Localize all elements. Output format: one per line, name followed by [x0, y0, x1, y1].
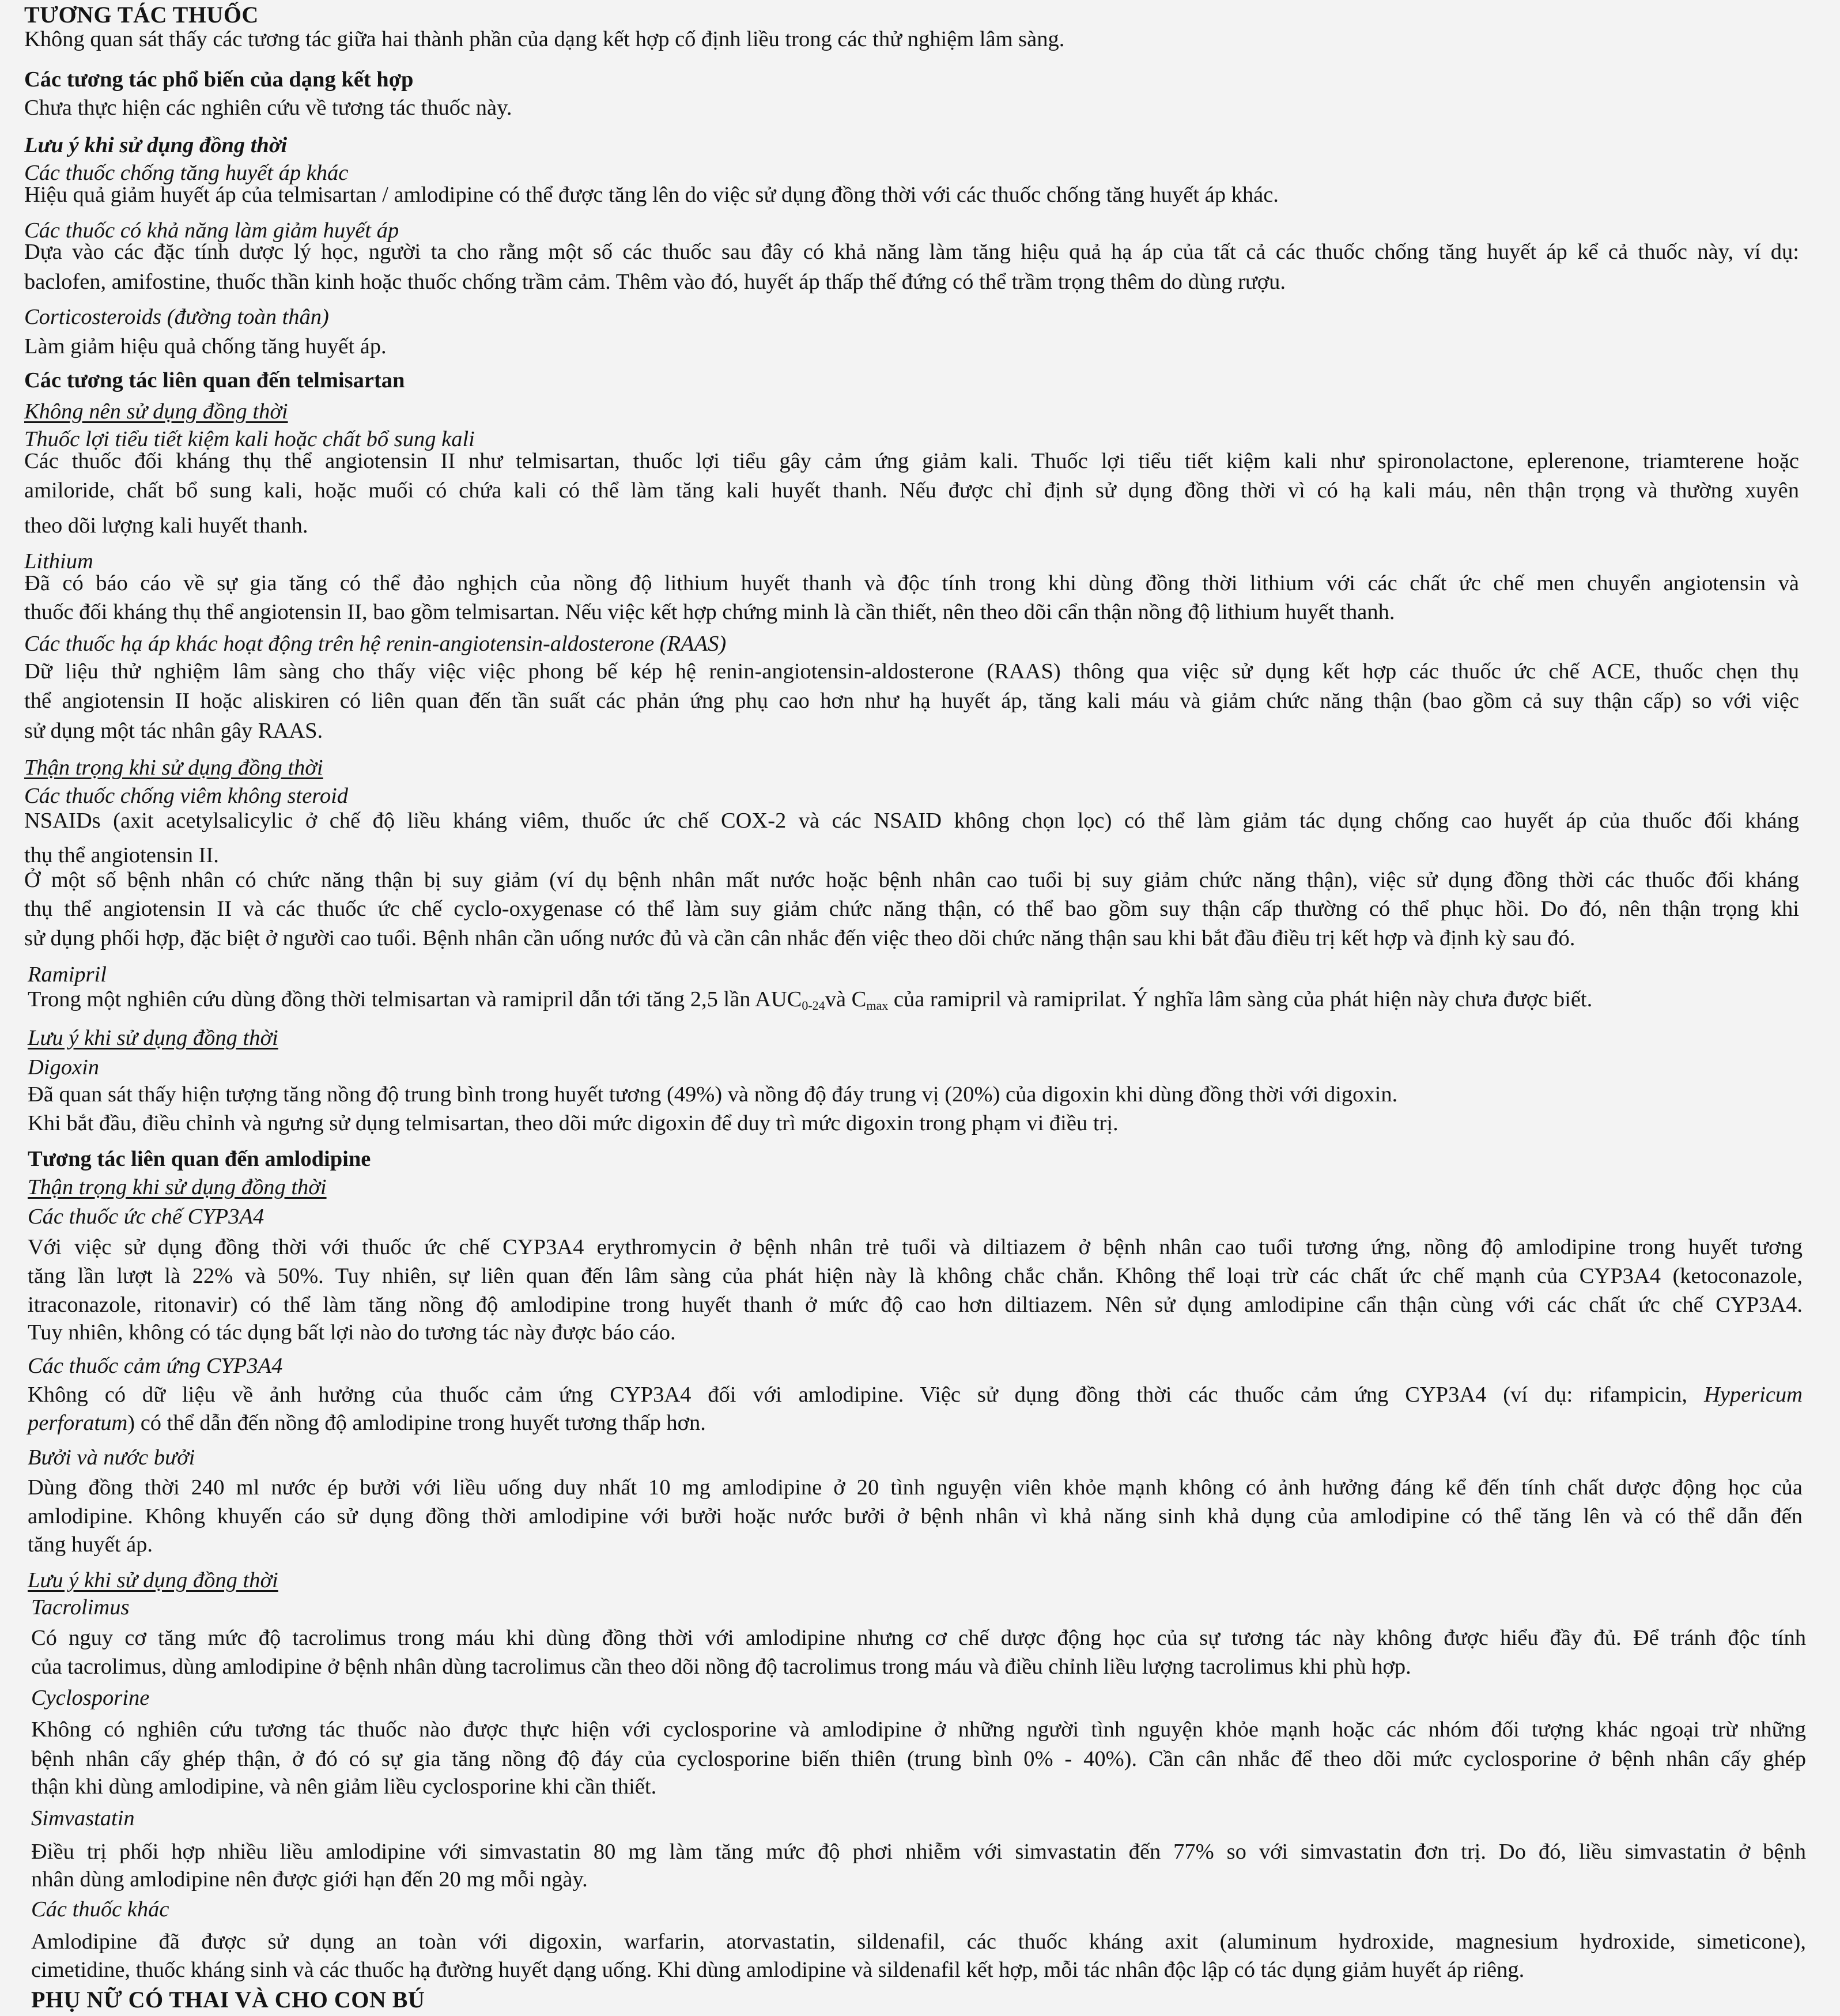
- inducers-title: Các thuốc cảm ứng CYP3A4: [28, 1354, 283, 1378]
- tacrolimus-line2: của tacrolimus, dùng amlodipine ở bệnh nhân dùng tacrolimus cần theo dõi nồng độ tacrolimus trong máu và điều chỉnh liều lượng tacrolimus khi phù hợp.: [31, 1655, 1411, 1679]
- digoxin-line2: Khi bắt đầu, điều chỉnh và ngưng sử dụng telmisartan, theo dõi mức digoxin để duy trì mức digoxin trong phạm vi điều trị.: [28, 1111, 1119, 1135]
- inducers-line1-text: Không có dữ liệu về ảnh hưởng của thuốc cảm ứng CYP3A4 đối với amlodipine. Việc sử dụng đồng thời các thuốc cảm ứng CYP3A4 (ví dụ: rifampicin,: [28, 1383, 1704, 1407]
- grapefruit-title: Bưởi và nước bưởi: [28, 1445, 195, 1470]
- ramipril-text-mid: và C: [825, 987, 867, 1011]
- combo-heading: Các tương tác phổ biến của dạng kết hợp: [24, 67, 414, 92]
- potassium-line2: amiloride, chất bổ sung kali, hoặc muối có chứa kali có thể làm tăng kali huyết thanh. Nếu được chỉ định sử dụng đồng thời vì có hạ kali máu, nên thận trọng và thường xuyên: [24, 478, 1799, 503]
- inducers-line1-italic: Hypericum: [1703, 1383, 1803, 1407]
- simvastatin-line1: Điều trị phối hợp nhiều liều amlodipine với simvastatin 80 mg làm tăng mức độ phơi nhiễm với simvastatin đến 77% so với simvastatin đơn trị. Do đó, liều simvastatin ở bệnh: [31, 1840, 1806, 1864]
- combo-sub2-line2: baclofen, amifostine, thuốc thần kinh hoặc thuốc chống trầm cảm. Thêm vào đó, huyết áp thấp thế đứng có thể trầm trọng thêm do dùng rượu.: [24, 270, 1286, 294]
- inhibitors-line3: itraconazole, ritonavir) có thể làm tăng nồng độ amlodipine trong huyết thanh ở mức độ cao hơn diltiazem. Nên sử dụng amlodipine cẩn thận cùng với các chất ức chế CYP3A4.: [28, 1293, 1803, 1317]
- combo-sub3-title: Corticosteroids (đường toàn thân): [24, 305, 329, 329]
- raas-line3: sử dụng một tác nhân gây RAAS.: [24, 719, 323, 743]
- others-line1: Amlodipine đã được sử dụng an toàn với digoxin, warfarin, atorvastatin, sildenafil, các thuốc kháng axit (aluminum hydroxide, magnesium hydroxide, simeticone),: [31, 1930, 1806, 1954]
- raas-line1: Dữ liệu thử nghiệm lâm sàng cho thấy việc việc phong bế kép hệ renin-angiotensin-aldosterone (RAAS) thông qua việc sử dụng kết hợp các thuốc ức chế ACE, thuốc chẹn thụ: [24, 659, 1799, 684]
- cyclosporine-title: Cyclosporine: [31, 1686, 150, 1710]
- cmax-subscript: max: [866, 998, 889, 1013]
- cyclosporine-line3: thận khi dùng amlodipine, và nên giảm liều cyclosporine khi cần thiết.: [31, 1775, 657, 1799]
- telmisartan-heading: Các tương tác liên quan đến telmisartan: [24, 368, 405, 392]
- potassium-line3: theo dõi lượng kali huyết thanh.: [24, 514, 308, 538]
- nsaid-line1: NSAIDs (axit acetylsalicylic ở chế độ liều kháng viêm, thuốc ức chế COX-2 và các NSAID không chọn lọc) có thể làm giảm tác dụng chống cao huyết áp của thuốc đối kháng: [24, 809, 1799, 833]
- cyclosporine-line1: Không có nghiên cứu tương tác thuốc nào được thực hiện với cyclosporine và amlodipine ở những người tình nguyện khỏe mạnh hoặc các nhóm đối tượng khác ngoại trừ những: [31, 1717, 1806, 1742]
- grapefruit-line2: amlodipine. Không khuyến cáo sử dụng đồng thời amlodipine với bưởi hoặc nước bưởi ở bệnh nhân vì khả năng sinh khả dụng của amlodipine có thể tăng lên và có thể dẫn đến: [28, 1504, 1803, 1528]
- simvastatin-title: Simvastatin: [31, 1806, 135, 1830]
- nsaid-line3: Ở một số bệnh nhân có chức năng thận bị suy giảm (ví dụ bệnh nhân mất nước hoặc bệnh nhân cao tuổi bị suy giảm chức năng thận), việc sử dụng đồng thời các thuốc đối kháng: [24, 868, 1799, 892]
- grapefruit-line3: tăng huyết áp.: [28, 1532, 153, 1557]
- digoxin-title: Digoxin: [28, 1055, 100, 1079]
- ramipril-text-pre: Trong một nghiên cứu dùng đồng thời telmisartan và ramipril dẫn tới tăng 2,5 lần AUC: [28, 987, 802, 1011]
- ramipril-title: Ramipril: [28, 962, 107, 987]
- raas-title: Các thuốc hạ áp khác hoạt động trên hệ renin-angiotensin-aldosterone (RAAS): [24, 632, 727, 656]
- nsaid-line4: thụ thể angiotensin II và các thuốc ức chế cyclo-oxygenase có thể làm suy giảm chức năng thận, có thể bao gồm suy thận cấp thường có thể phục hồi. Do đó, nên thận trọng khi: [24, 897, 1799, 921]
- combo-sub3-text: Làm giảm hiệu quả chống tăng huyết áp.: [24, 334, 387, 358]
- grapefruit-line1: Dùng đồng thời 240 ml nước ép bưởi với liều uống duy nhất 10 mg amlodipine ở 20 tình nguyện viên khỏe mạnh không có ảnh hưởng đáng kể đến tính chất dược động học của: [28, 1475, 1803, 1500]
- raas-line2: thể angiotensin II hoặc aliskiren có liên quan đến tần suất các phản ứng phụ cao hơn như hạ huyết áp, tăng kali máu và giảm chức năng thận (bao gồm cả suy thận cấp) so với việc: [24, 689, 1799, 713]
- lithium-line1: Đã có báo cáo về sự gia tăng có thể đảo nghịch của nồng độ lithium huyết thanh và độc tính trong khi dùng đồng thời lithium với các chất ức chế men chuyển angiotensin và: [24, 571, 1799, 595]
- lithium-title: Lithium: [24, 549, 93, 573]
- auc-subscript: 0-24: [802, 998, 825, 1013]
- next-section-title: PHỤ NỮ CÓ THAI VÀ CHO CON BÚ: [31, 1987, 425, 2013]
- combo-sub1-text: Hiệu quả giảm huyết áp của telmisartan / amlodipine có thể được tăng lên do việc sử dụng đồng thời với các thuốc chống tăng huyết áp khác.: [24, 183, 1279, 207]
- amlodipine-heading: Tương tác liên quan đến amlodipine: [28, 1147, 371, 1171]
- inducers-line2-italic: perforatum: [28, 1411, 128, 1435]
- potassium-line1: Các thuốc đối kháng thụ thể angiotensin II như telmisartan, thuốc lợi tiểu gây cảm ứng giảm kali. Thuốc lợi tiểu tiết kiệm kali như spironolactone, eplerenone, triamterene hoặc: [24, 449, 1799, 473]
- ramipril-text-post: của ramipril và ramiprilat. Ý nghĩa lâm sàng của phát hiện này chưa được biết.: [888, 987, 1593, 1011]
- combo-caution-heading: Lưu ý khi sử dụng đồng thời: [24, 133, 288, 157]
- telmisartan-not-recommended: Không nên sử dụng đồng thời: [24, 399, 288, 424]
- combo-sub2-line1: Dựa vào các đặc tính dược lý học, người ta cho rằng một số các thuốc sau đây có khả năng làm tăng hiệu quả hạ áp của tất cả các thuốc chống tăng huyết áp kể cả thuốc này, ví dụ:: [24, 240, 1799, 264]
- amlodipine-caution: Lưu ý khi sử dụng đồng thời: [28, 1568, 278, 1592]
- inducers-line1: [28, 1381, 1803, 1409]
- amlodipine-precaution: Thận trọng khi sử dụng đồng thời: [28, 1175, 327, 1199]
- potassium-title: Thuốc lợi tiểu tiết kiệm kali hoặc chất bổ sung kali: [24, 427, 475, 451]
- inducers-line2: [28, 1409, 706, 1437]
- nsaid-line5: sử dụng phối hợp, đặc biệt ở người cao tuổi. Bệnh nhân cần uống nước đủ và cần cân nhắc đến việc theo dõi chức năng thận sau khi bắt đầu điều trị kết hợp và định kỳ sau đó.: [24, 926, 1575, 950]
- ramipril-text: [28, 986, 1592, 1013]
- others-line2: cimetidine, thuốc kháng sinh và các thuốc hạ đường huyết dạng uống. Khi dùng amlodipine và sildenafil kết hợp, mỗi tác nhân độc lập có tác dụng giảm huyết áp riêng.: [31, 1958, 1525, 1982]
- others-title: Các thuốc khác: [31, 1897, 169, 1921]
- nsaid-title: Các thuốc chống viêm không steroid: [24, 784, 349, 808]
- inhibitors-line1: Với việc sử dụng đồng thời với thuốc ức chế CYP3A4 erythromycin ở bệnh nhân trẻ tuổi và diltiazem ở bệnh nhân cao tuổi tương ứng, nồng độ amlodipine trong huyết tương: [28, 1235, 1803, 1259]
- intro-text: Không quan sát thấy các tương tác giữa hai thành phần của dạng kết hợp cố định liều trong các thử nghiệm lâm sàng.: [24, 27, 1065, 51]
- inducers-line2-text: ) có thể dẫn đến nồng độ amlodipine trong huyết tương thấp hơn.: [127, 1411, 706, 1435]
- combo-sub1-title: Các thuốc chống tăng huyết áp khác: [24, 161, 349, 185]
- inhibitors-line2: tăng lần lượt là 22% và 50%. Tuy nhiên, sự liên quan đến lâm sàng của phát hiện này là không chắc chắn. Không thể loại trừ các chất ức chế mạnh của CYP3A4 (ketoconazole,: [28, 1264, 1803, 1288]
- telmisartan-precaution: Thận trọng khi sử dụng đồng thời: [24, 756, 323, 780]
- lithium-line2: thuốc đối kháng thụ thể angiotensin II, bao gồm telmisartan. Nếu việc kết hợp chứng minh là cần thiết, nên theo dõi cẩn thận nồng độ lithium huyết thanh.: [24, 600, 1395, 624]
- inhibitors-title: Các thuốc ức chế CYP3A4: [28, 1205, 265, 1229]
- tacrolimus-title: Tacrolimus: [31, 1595, 130, 1619]
- combo-text: Chưa thực hiện các nghiên cứu về tương tác thuốc này.: [24, 96, 512, 120]
- combo-sub2-title: Các thuốc có khả năng làm giảm huyết áp: [24, 218, 399, 243]
- tacrolimus-line1: Có nguy cơ tăng mức độ tacrolimus trong máu khi dùng đồng thời với amlodipine nhưng cơ chế dược động học của sự tương tác này không được hiểu đầy đủ. Để tránh độc tính: [31, 1626, 1806, 1650]
- simvastatin-line2: nhân dùng amlodipine nên được giới hạn đến 20 mg mỗi ngày.: [31, 1867, 588, 1892]
- nsaid-line2: thụ thể angiotensin II.: [24, 843, 219, 867]
- telmisartan-caution: Lưu ý khi sử dụng đồng thời: [28, 1026, 278, 1050]
- inhibitors-line4: Tuy nhiên, không có tác dụng bất lợi nào do tương tác này được báo cáo.: [28, 1320, 676, 1345]
- digoxin-line1: Đã quan sát thấy hiện tượng tăng nồng độ trung bình trong huyết tương (49%) và nồng độ đáy trung vị (20%) của digoxin khi dùng đồng thời với digoxin.: [28, 1082, 1398, 1107]
- cyclosporine-line2: bệnh nhân cấy ghép thận, ở đó có sự gia tăng nồng độ đáy của cyclosporine biến thiên (trung bình 0% - 40%). Cần cân nhắc để theo dõi mức cyclosporine ở bệnh nhân cấy ghép: [31, 1747, 1806, 1771]
- section-title: TƯƠNG TÁC THUỐC: [24, 2, 259, 28]
